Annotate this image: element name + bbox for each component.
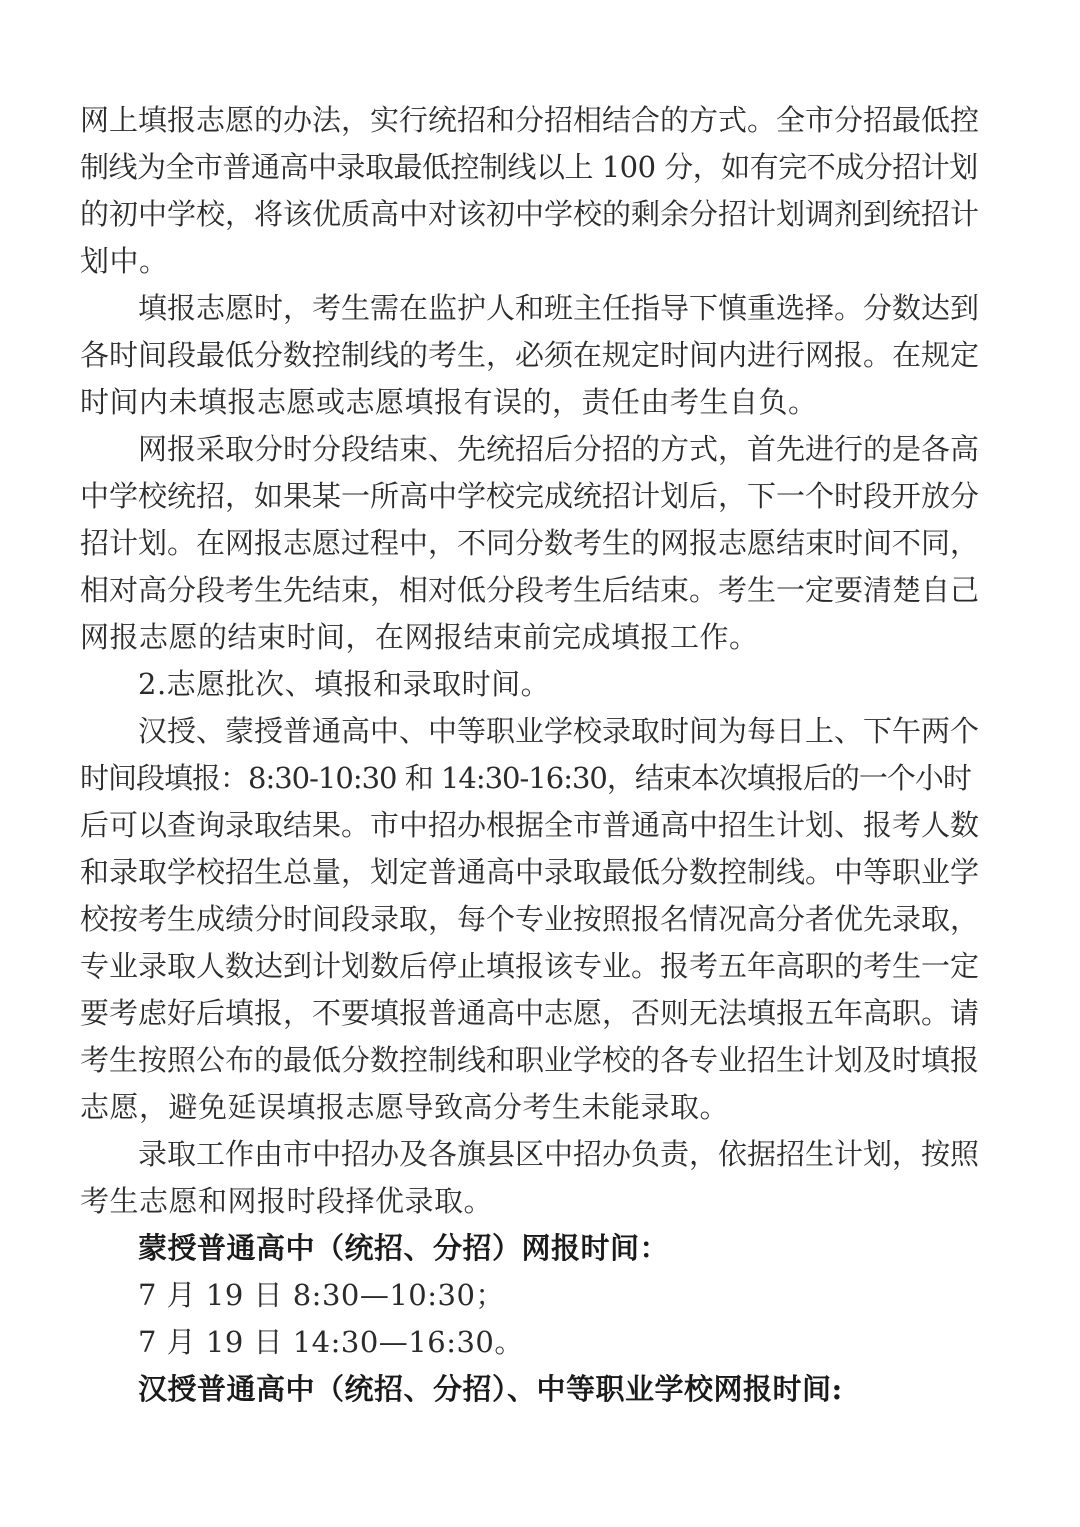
text-line: 时间内未填报志愿或志愿填报有误的，责任由考生自负。 (80, 385, 818, 419)
text-line: 考生志愿和网报时段择优录取。 (80, 1184, 494, 1218)
text-line: 7 月 19 日 14:30—16:30。 (138, 1325, 524, 1359)
text-line: 招计划。在网报志愿过程中，不同分数考生的网报志愿结束时间不同， (80, 526, 980, 560)
text-line: 网报采取分时分段结束、先统招后分招的方式，首先进行的是各高 (138, 432, 980, 466)
document-body (80, 97, 980, 1413)
text-line: 网报志愿的结束时间，在网报结束前完成填报工作。 (80, 620, 759, 654)
text-line: 考生按照公布的最低分数控制线和职业学校的各专业招生计划及时填报 (80, 1043, 980, 1077)
text-line: 志愿，避免延误填报志愿导致高分考生未能录取。 (80, 1090, 730, 1124)
text-line: 汉授、蒙授普通高中、中等职业学校录取时间为每日上、下午两个 (138, 714, 980, 748)
text-line: 中学校统招，如果某一所高中学校完成统招计划后，下一个时段开放分 (80, 479, 980, 513)
text-line: 填报志愿时，考生需在监护人和班主任指导下慎重选择。分数达到 (138, 291, 980, 325)
text-line: 网上填报志愿的办法，实行统招和分招相结合的方式。全市分招最低控 (80, 103, 980, 137)
section-heading-line: 汉授普通高中（统招、分招）、中等职业学校网报时间: (138, 1372, 843, 1406)
text-line: 2.志愿批次、填报和录取时间。 (138, 667, 551, 701)
text-line: 各时间段最低分数控制线的考生，必须在规定时间内进行网报。在规定 (80, 338, 980, 372)
text-line: 制线为全市普通高中录取最低控制线以上 100 分，如有完不成分招计划 (80, 150, 978, 184)
section-heading-line: 蒙授普通高中（统招、分招）网报时间： (138, 1231, 670, 1265)
text-line: 时间段填报：8:30-10:30 和 14:30-16:30，结束本次填报后的一个小时 (80, 761, 971, 795)
text-line: 和录取学校招生总量，划定普通高中录取最低分数控制线。中等职业学 (80, 855, 980, 889)
text-line: 后可以查询录取结果。市中招办根据全市普通高中招生计划、报考人数 (80, 808, 980, 842)
text-line: 录取工作由市中招办及各旗县区中招办负责，依据招生计划，按照 (138, 1137, 980, 1171)
text-line: 校按考生成绩分时间段录取，每个专业按照报名情况高分者优先录取， (80, 902, 980, 936)
text-line: 要考虑好后填报，不要填报普通高中志愿，否则无法填报五年高职。请 (80, 996, 980, 1030)
text-line: 相对高分段考生先结束，相对低分段考生后结束。考生一定要清楚自己 (80, 573, 980, 607)
text-line: 7 月 19 日 8:30—10:30； (138, 1278, 505, 1312)
text-line: 的初中学校，将该优质高中对该初中学校的剩余分招计划调剂到统招计 (80, 197, 980, 231)
text-line: 划中。 (80, 244, 169, 278)
text-line: 专业录取人数达到计划数后停止填报该专业。报考五年高职的考生一定 (80, 949, 980, 983)
